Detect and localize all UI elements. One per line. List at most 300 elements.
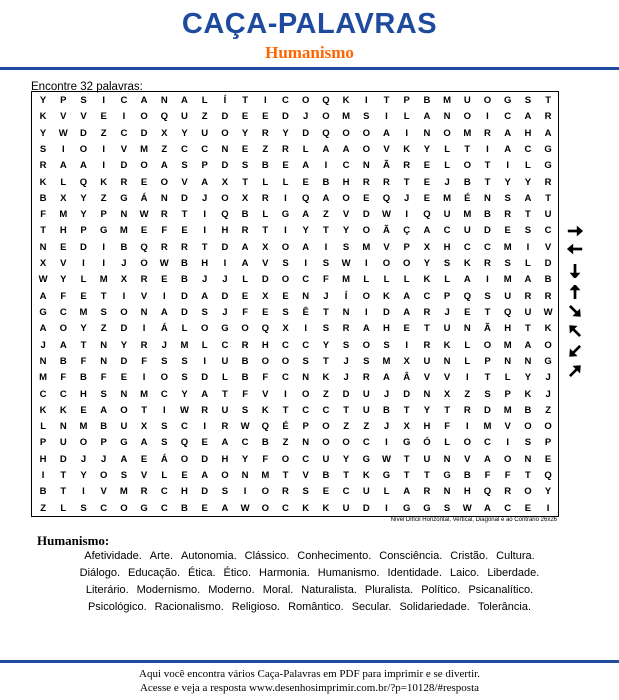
grid-cell[interactable]: N [423, 127, 431, 139]
grid-cell[interactable]: C [181, 421, 188, 433]
grid-cell[interactable]: M [79, 421, 88, 433]
grid-cell[interactable]: V [60, 111, 67, 123]
grid-cell[interactable]: L [40, 421, 46, 433]
grid-cell[interactable]: A [504, 127, 512, 139]
grid-cell[interactable]: J [545, 372, 551, 384]
grid-cell[interactable]: R [181, 241, 188, 253]
grid-cell[interactable]: V [342, 209, 350, 221]
grid-cell[interactable]: L [60, 176, 67, 188]
grid-cell[interactable]: Q [180, 437, 189, 449]
grid-cell[interactable]: A [463, 274, 471, 286]
grid-cell[interactable]: Y [282, 127, 289, 139]
grid-cell[interactable]: Y [302, 225, 309, 237]
grid-cell[interactable]: R [261, 127, 269, 139]
grid-cell[interactable]: M [503, 274, 512, 286]
grid-cell[interactable]: D [120, 323, 128, 335]
grid-cell[interactable]: O [524, 421, 532, 433]
grid-cell[interactable]: L [302, 143, 309, 155]
grid-cell[interactable]: U [362, 388, 370, 400]
grid-cell[interactable]: V [544, 241, 552, 253]
grid-cell[interactable]: I [102, 95, 105, 106]
grid-cell[interactable]: A [302, 241, 310, 253]
grid-cell[interactable]: G [423, 502, 431, 514]
grid-cell[interactable]: T [221, 388, 228, 400]
grid-cell[interactable]: Í [344, 290, 348, 302]
grid-cell[interactable]: N [100, 339, 108, 351]
grid-cell[interactable]: T [201, 241, 208, 253]
grid-cell[interactable]: W [240, 421, 250, 433]
grid-cell[interactable]: B [261, 160, 269, 172]
grid-cell[interactable]: E [302, 176, 309, 188]
grid-cell[interactable]: E [80, 290, 87, 302]
grid-cell[interactable]: R [221, 421, 229, 433]
grid-cell[interactable]: M [79, 307, 88, 318]
grid-cell[interactable]: D [221, 241, 229, 253]
grid-cell[interactable]: D [383, 307, 390, 318]
grid-cell[interactable]: R [504, 486, 512, 498]
grid-cell[interactable]: P [484, 355, 491, 367]
grid-cell[interactable]: U [59, 437, 67, 449]
grid-cell[interactable]: A [201, 388, 209, 400]
grid-cell[interactable]: O [402, 258, 411, 270]
grid-cell[interactable]: O [180, 453, 189, 465]
grid-cell[interactable]: I [102, 241, 105, 253]
grid-cell[interactable]: E [262, 111, 269, 123]
grid-cell[interactable]: V [383, 143, 390, 155]
grid-cell[interactable]: A [504, 143, 512, 155]
grid-cell[interactable]: Z [363, 421, 370, 433]
grid-cell[interactable]: O [261, 355, 269, 367]
grid-cell[interactable]: Q [221, 209, 229, 221]
grid-cell[interactable]: J [202, 192, 208, 204]
grid-cell[interactable]: N [443, 486, 451, 498]
grid-cell[interactable]: F [242, 307, 248, 318]
grid-cell[interactable]: G [99, 225, 108, 237]
grid-cell[interactable]: Q [544, 470, 552, 482]
grid-cell[interactable]: S [120, 470, 128, 482]
grid-cell[interactable]: S [201, 307, 208, 318]
grid-cell[interactable]: O [322, 111, 330, 123]
grid-cell[interactable]: L [524, 160, 531, 172]
grid-cell[interactable]: I [526, 241, 530, 253]
grid-cell[interactable]: B [524, 404, 532, 416]
grid-cell[interactable]: M [140, 143, 149, 155]
grid-cell[interactable]: S [282, 258, 289, 270]
grid-cell[interactable]: K [423, 274, 431, 286]
grid-cell[interactable]: V [181, 176, 188, 188]
grid-cell[interactable]: U [342, 502, 350, 514]
grid-cell[interactable]: Y [80, 209, 87, 221]
grid-cell[interactable]: Q [483, 486, 492, 498]
grid-cell[interactable]: T [282, 470, 289, 482]
grid-cell[interactable]: Q [261, 323, 269, 335]
grid-cell[interactable]: X [140, 421, 148, 433]
grid-cell[interactable]: F [60, 372, 67, 384]
grid-cell[interactable]: O [544, 339, 552, 351]
grid-cell[interactable]: E [282, 160, 289, 172]
grid-cell[interactable]: R [544, 176, 552, 188]
grid-cell[interactable]: B [241, 355, 249, 367]
grid-cell[interactable]: X [262, 290, 269, 302]
grid-cell[interactable]: H [59, 225, 67, 237]
grid-cell[interactable]: B [484, 209, 491, 221]
grid-cell[interactable]: Z [161, 143, 168, 155]
grid-cell[interactable]: T [262, 225, 269, 237]
grid-cell[interactable]: I [82, 258, 85, 270]
grid-cell[interactable]: T [524, 323, 531, 335]
grid-cell[interactable]: T [484, 307, 491, 318]
grid-cell[interactable]: L [444, 143, 450, 155]
grid-cell[interactable]: O [281, 453, 290, 465]
grid-cell[interactable]: Y [241, 127, 249, 139]
grid-cell[interactable]: A [201, 290, 209, 302]
grid-cell[interactable]: K [342, 95, 350, 106]
grid-cell[interactable]: C [362, 437, 370, 449]
grid-cell[interactable]: O [483, 339, 492, 351]
grid-cell[interactable]: U [544, 209, 552, 221]
grid-cell[interactable]: S [302, 355, 309, 367]
grid-cell[interactable]: V [120, 143, 128, 155]
grid-cell[interactable]: C [120, 127, 128, 139]
grid-cell[interactable]: T [524, 470, 531, 482]
grid-cell[interactable]: N [302, 437, 310, 449]
grid-cell[interactable]: D [80, 241, 87, 253]
grid-cell[interactable]: N [504, 355, 512, 367]
grid-cell[interactable]: O [120, 502, 128, 514]
grid-cell[interactable]: A [484, 502, 491, 514]
grid-cell[interactable]: R [241, 225, 249, 237]
grid-cell[interactable]: A [241, 241, 249, 253]
grid-cell[interactable]: Z [100, 323, 107, 335]
grid-cell[interactable]: T [60, 486, 67, 498]
grid-cell[interactable]: D [261, 274, 269, 286]
grid-cell[interactable]: E [423, 192, 431, 204]
grid-cell[interactable]: N [423, 388, 431, 400]
grid-cell[interactable]: I [385, 502, 388, 514]
grid-cell[interactable]: C [544, 225, 552, 237]
grid-cell[interactable]: S [504, 258, 511, 270]
grid-cell[interactable]: R [140, 486, 148, 498]
grid-cell[interactable]: I [364, 307, 368, 318]
grid-cell[interactable]: O [463, 437, 471, 449]
grid-cell[interactable]: L [444, 160, 450, 172]
grid-cell[interactable]: Y [80, 323, 87, 335]
grid-cell[interactable]: Y [181, 388, 188, 400]
grid-cell[interactable]: C [322, 404, 330, 416]
grid-cell[interactable]: W [58, 127, 68, 139]
grid-cell[interactable]: N [160, 95, 168, 106]
grid-cell[interactable]: D [80, 127, 87, 139]
grid-cell[interactable]: O [261, 486, 269, 498]
grid-cell[interactable]: I [405, 339, 408, 351]
grid-cell[interactable]: S [524, 225, 532, 237]
grid-cell[interactable]: J [222, 274, 228, 286]
grid-cell[interactable]: P [403, 95, 410, 106]
grid-cell[interactable]: O [362, 127, 370, 139]
grid-cell[interactable]: P [39, 437, 47, 449]
grid-cell[interactable]: P [302, 421, 309, 433]
grid-cell[interactable]: T [322, 307, 329, 318]
grid-cell[interactable]: L [221, 372, 228, 384]
grid-cell[interactable]: D [181, 307, 188, 318]
grid-cell[interactable]: M [39, 372, 48, 384]
grid-cell[interactable]: C [302, 274, 310, 286]
grid-cell[interactable]: I [61, 143, 65, 155]
grid-cell[interactable]: G [382, 470, 391, 482]
grid-cell[interactable]: V [383, 241, 390, 253]
grid-cell[interactable]: R [524, 290, 532, 302]
grid-cell[interactable]: N [160, 192, 168, 204]
grid-cell[interactable]: C [221, 339, 229, 351]
grid-cell[interactable]: E [544, 453, 552, 465]
grid-cell[interactable]: I [203, 355, 206, 367]
grid-cell[interactable]: Y [504, 176, 511, 188]
grid-cell[interactable]: U [201, 127, 209, 139]
grid-cell[interactable]: R [463, 404, 471, 416]
grid-cell[interactable]: T [423, 323, 430, 335]
grid-cell[interactable]: M [261, 470, 270, 482]
grid-cell[interactable]: C [302, 339, 310, 351]
grid-cell[interactable]: I [324, 241, 328, 253]
grid-cell[interactable]: C [282, 95, 289, 106]
grid-cell[interactable]: O [362, 339, 370, 351]
grid-cell[interactable]: K [443, 339, 451, 351]
grid-cell[interactable]: N [443, 355, 451, 367]
grid-cell[interactable]: K [524, 388, 532, 400]
grid-cell[interactable]: Z [100, 127, 107, 139]
grid-cell[interactable]: Ã [383, 225, 390, 237]
grid-cell[interactable]: D [59, 453, 67, 465]
grid-cell[interactable]: N [140, 307, 148, 318]
grid-cell[interactable]: B [59, 355, 67, 367]
grid-cell[interactable]: C [120, 95, 128, 106]
grid-cell[interactable]: M [463, 209, 472, 221]
grid-cell[interactable]: F [80, 355, 87, 367]
grid-cell[interactable]: C [282, 339, 289, 351]
grid-cell[interactable]: M [119, 486, 128, 498]
grid-cell[interactable]: N [524, 355, 532, 367]
grid-cell[interactable]: L [201, 95, 208, 106]
grid-cell[interactable]: M [503, 241, 512, 253]
grid-cell[interactable]: K [322, 372, 330, 384]
grid-cell[interactable]: G [221, 323, 229, 335]
grid-cell[interactable]: J [222, 307, 228, 318]
grid-cell[interactable]: C [484, 437, 491, 449]
grid-cell[interactable]: J [101, 453, 107, 465]
grid-cell[interactable]: B [39, 192, 47, 204]
grid-cell[interactable]: M [119, 225, 128, 237]
grid-cell[interactable]: C [302, 453, 310, 465]
grid-cell[interactable]: B [261, 437, 269, 449]
grid-cell[interactable]: H [423, 421, 431, 433]
grid-cell[interactable]: M [503, 404, 512, 416]
grid-cell[interactable]: C [463, 241, 471, 253]
grid-cell[interactable]: C [100, 502, 108, 514]
grid-cell[interactable]: D [484, 225, 491, 237]
grid-cell[interactable]: Y [80, 470, 87, 482]
grid-cell[interactable]: Ê [302, 307, 309, 318]
grid-cell[interactable]: A [39, 323, 47, 335]
grid-cell[interactable]: C [504, 111, 512, 123]
grid-cell[interactable]: E [524, 502, 532, 514]
grid-cell[interactable]: M [443, 95, 452, 106]
grid-cell[interactable]: O [140, 160, 148, 172]
grid-cell[interactable]: S [161, 421, 168, 433]
grid-cell[interactable]: O [301, 388, 310, 400]
grid-cell[interactable]: M [443, 192, 452, 204]
grid-cell[interactable]: I [284, 225, 287, 237]
grid-cell[interactable]: A [59, 160, 67, 172]
grid-cell[interactable]: W [382, 209, 391, 221]
grid-cell[interactable]: X [423, 241, 431, 253]
grid-cell[interactable]: I [465, 421, 469, 433]
grid-cell[interactable]: W [139, 209, 149, 221]
grid-cell[interactable]: R [140, 274, 148, 286]
grid-cell[interactable]: R [261, 192, 269, 204]
grid-cell[interactable]: E [120, 372, 128, 384]
grid-cell[interactable]: D [181, 192, 188, 204]
grid-cell[interactable]: A [403, 290, 411, 302]
grid-cell[interactable]: N [221, 143, 229, 155]
grid-cell[interactable]: D [201, 486, 209, 498]
grid-cell[interactable]: A [39, 290, 47, 302]
grid-cell[interactable]: G [120, 192, 128, 204]
grid-cell[interactable]: C [282, 502, 289, 514]
grid-cell[interactable]: I [385, 111, 388, 123]
grid-cell[interactable]: J [444, 307, 450, 318]
grid-cell[interactable]: V [423, 372, 431, 384]
grid-cell[interactable]: S [80, 502, 87, 514]
grid-cell[interactable]: P [201, 160, 208, 172]
grid-cell[interactable]: N [39, 355, 47, 367]
grid-cell[interactable]: J [202, 274, 208, 286]
grid-cell[interactable]: C [59, 388, 67, 400]
grid-cell[interactable]: C [160, 502, 168, 514]
grid-cell[interactable]: Y [544, 486, 552, 498]
grid-cell[interactable]: A [201, 470, 209, 482]
grid-cell[interactable]: N [120, 209, 128, 221]
grid-cell[interactable]: E [140, 453, 148, 465]
grid-cell[interactable]: Q [382, 192, 391, 204]
grid-cell[interactable]: Y [423, 258, 431, 270]
grid-cell[interactable]: K [261, 404, 269, 416]
grid-cell[interactable]: K [463, 258, 471, 270]
grid-cell[interactable]: Q [261, 421, 269, 433]
grid-cell[interactable]: F [262, 453, 269, 465]
grid-cell[interactable]: L [282, 176, 289, 188]
grid-cell[interactable]: P [544, 437, 552, 449]
grid-cell[interactable]: R [423, 486, 431, 498]
grid-cell[interactable]: O [301, 95, 310, 106]
grid-cell[interactable]: M [140, 388, 149, 400]
grid-cell[interactable]: O [59, 323, 67, 335]
grid-cell[interactable]: S [161, 437, 168, 449]
grid-cell[interactable]: S [181, 372, 188, 384]
grid-cell[interactable]: H [261, 339, 269, 351]
grid-cell[interactable]: O [503, 453, 512, 465]
grid-cell[interactable]: L [524, 258, 531, 270]
grid-cell[interactable]: H [80, 388, 87, 400]
grid-cell[interactable]: I [142, 372, 146, 384]
grid-cell[interactable]: S [322, 323, 330, 335]
grid-cell[interactable]: A [322, 143, 330, 155]
grid-cell[interactable]: F [161, 225, 168, 237]
grid-cell[interactable]: H [504, 323, 512, 335]
grid-cell[interactable]: S [484, 290, 491, 302]
grid-cell[interactable]: H [39, 453, 47, 465]
grid-cell[interactable]: M [59, 209, 68, 221]
grid-cell[interactable]: Ã [383, 160, 390, 172]
grid-cell[interactable]: H [221, 453, 229, 465]
grid-cell[interactable]: E [241, 111, 249, 123]
grid-cell[interactable]: T [403, 453, 410, 465]
grid-cell[interactable]: A [120, 453, 128, 465]
grid-cell[interactable]: L [80, 274, 87, 286]
grid-cell[interactable]: D [544, 258, 552, 270]
grid-cell[interactable]: H [463, 486, 471, 498]
grid-cell[interactable]: C [160, 486, 168, 498]
grid-cell[interactable]: F [60, 290, 67, 302]
grid-cell[interactable]: Z [464, 388, 471, 400]
grid-cell[interactable]: O [99, 470, 108, 482]
grid-cell[interactable]: H [221, 225, 229, 237]
grid-cell[interactable]: A [160, 307, 168, 318]
grid-cell[interactable]: H [443, 241, 451, 253]
grid-cell[interactable]: R [39, 160, 47, 172]
grid-cell[interactable]: G [402, 502, 411, 514]
grid-cell[interactable]: I [486, 111, 489, 123]
grid-cell[interactable]: X [241, 192, 249, 204]
grid-cell[interactable]: L [242, 274, 248, 286]
grid-cell[interactable]: Á [160, 453, 168, 465]
grid-cell[interactable]: Y [342, 225, 350, 237]
grid-cell[interactable]: O [443, 127, 451, 139]
grid-cell[interactable]: U [463, 225, 471, 237]
grid-cell[interactable]: Ã [484, 323, 491, 335]
grid-cell[interactable]: S [443, 502, 451, 514]
grid-cell[interactable]: I [162, 404, 166, 416]
grid-cell[interactable]: O [281, 355, 290, 367]
grid-cell[interactable]: Y [342, 453, 350, 465]
grid-cell[interactable]: J [444, 176, 450, 188]
grid-cell[interactable]: B [322, 176, 330, 188]
grid-cell[interactable]: U [504, 290, 512, 302]
grid-cell[interactable]: G [503, 95, 512, 106]
grid-cell[interactable]: T [403, 404, 410, 416]
grid-cell[interactable]: Q [322, 95, 330, 106]
grid-cell[interactable]: A [100, 404, 108, 416]
grid-cell[interactable]: O [342, 192, 350, 204]
grid-cell[interactable]: P [100, 437, 107, 449]
grid-cell[interactable]: E [282, 290, 289, 302]
grid-cell[interactable]: X [39, 258, 47, 270]
grid-cell[interactable]: E [100, 111, 107, 123]
grid-cell[interactable]: E [140, 176, 148, 188]
grid-cell[interactable]: N [362, 160, 370, 172]
grid-cell[interactable]: O [160, 372, 168, 384]
grid-cell[interactable]: T [343, 470, 349, 482]
grid-cell[interactable]: Q [79, 176, 88, 188]
grid-cell[interactable]: J [545, 388, 551, 400]
grid-cell[interactable]: X [161, 127, 168, 139]
grid-cell[interactable]: O [140, 111, 148, 123]
grid-cell[interactable]: M [362, 241, 371, 253]
grid-cell[interactable]: B [120, 241, 128, 253]
grid-cell[interactable]: Z [262, 143, 269, 155]
grid-cell[interactable]: O [362, 143, 370, 155]
grid-cell[interactable]: C [241, 437, 249, 449]
grid-cell[interactable]: V [464, 453, 471, 465]
